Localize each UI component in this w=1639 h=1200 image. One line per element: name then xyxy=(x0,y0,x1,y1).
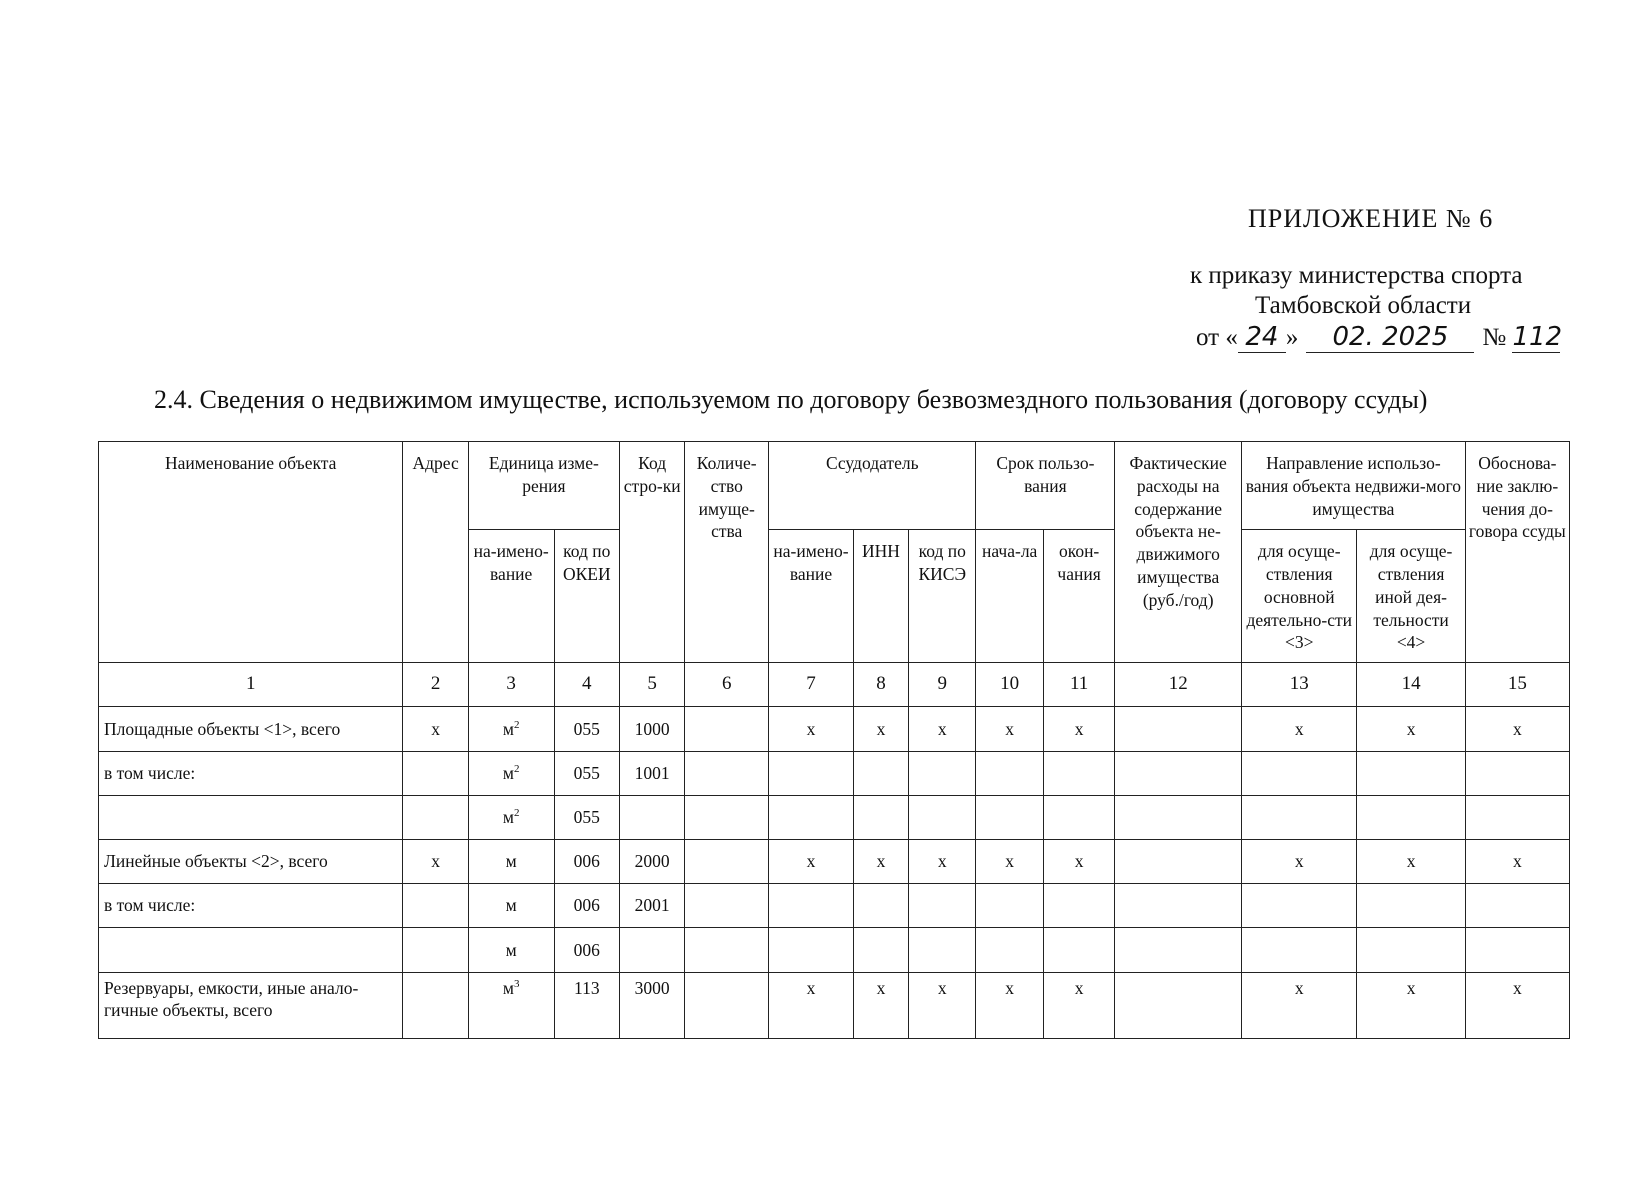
cell-text: x xyxy=(1005,851,1015,872)
cell-text: 006 xyxy=(573,895,600,916)
table-cell xyxy=(769,751,854,795)
table-cell xyxy=(909,751,976,795)
cell-text: x xyxy=(1406,718,1416,739)
table-cell xyxy=(1465,928,1569,972)
table-cell xyxy=(1357,972,1465,1038)
table-cell xyxy=(685,839,769,883)
appendix-title: ПРИЛОЖЕНИЕ № 6 xyxy=(1248,204,1494,233)
table-cell xyxy=(1115,884,1242,928)
cell-text: x xyxy=(1512,851,1522,872)
cell-text: 055 xyxy=(573,762,600,783)
row-name-cell xyxy=(99,707,403,751)
cell-text: x xyxy=(937,977,947,998)
row-name-cell xyxy=(99,795,403,839)
order-day: 24 xyxy=(1238,322,1286,353)
column-number-cell: 3 xyxy=(468,663,554,707)
table-cell xyxy=(976,839,1043,883)
order-date-line xyxy=(1196,322,1563,353)
row-name-text: Резервуары, емкости, иные анало-гичные объекты, всего xyxy=(104,977,359,1021)
order-line-1: к приказу министерства спорта xyxy=(1190,262,1523,289)
header-name: Наименование объекта xyxy=(99,442,403,663)
cell-text: x xyxy=(876,851,886,872)
table-cell xyxy=(685,751,769,795)
cell-text: м xyxy=(502,806,514,827)
column-number-cell: 8 xyxy=(853,663,908,707)
table-cell xyxy=(1115,707,1242,751)
column-number-cell: 5 xyxy=(619,663,684,707)
cell-text: x xyxy=(876,718,886,739)
header-direction: Направление использо-вания объекта недвижи-мого имущества xyxy=(1242,442,1466,530)
section-title: 2.4. Сведения о недвижимом имуществе, используемом по договору безвозмездного пользования (договору ссуды) xyxy=(154,385,1428,414)
table-cell xyxy=(554,972,619,1038)
table-cell xyxy=(976,795,1043,839)
header-unit: Единица изме-рения xyxy=(468,442,619,530)
table-row xyxy=(99,884,1570,928)
order-line-2: Тамбовской области xyxy=(1255,292,1472,319)
table-cell xyxy=(468,751,554,795)
column-number-cell: 1 xyxy=(99,663,403,707)
cell-text: x xyxy=(1005,718,1015,739)
row-name-text: Площадные объекты <1>, всего xyxy=(104,718,341,739)
row-name-cell xyxy=(99,972,403,1038)
cell-text: м xyxy=(502,718,514,739)
header-direction-other: для осуще-ствления иной дея-тельности <4> xyxy=(1357,530,1465,663)
table-cell xyxy=(403,839,468,883)
table-cell xyxy=(1357,884,1465,928)
table-cell xyxy=(1242,928,1357,972)
cell-text: 006 xyxy=(573,851,600,872)
cell-text: x xyxy=(806,977,816,998)
cell-text: 113 xyxy=(573,977,600,998)
table-cell xyxy=(976,884,1043,928)
cell-text: x xyxy=(1406,851,1416,872)
table-cell xyxy=(1043,707,1115,751)
table-cell xyxy=(1465,839,1569,883)
cell-text: м xyxy=(502,762,514,783)
column-number-cell: 10 xyxy=(976,663,1043,707)
table-cell xyxy=(1465,751,1569,795)
table-cell xyxy=(976,751,1043,795)
table-cell xyxy=(909,839,976,883)
table-row xyxy=(99,707,1570,751)
header-unit-code: код по ОКЕИ xyxy=(554,530,619,663)
table-cell xyxy=(1465,884,1569,928)
row-name-text: Линейные объекты <2>, всего xyxy=(104,851,328,872)
column-number-cell: 13 xyxy=(1242,663,1357,707)
cell-text: x xyxy=(937,718,947,739)
table-cell xyxy=(1242,972,1357,1038)
cell-text: x xyxy=(1512,718,1522,739)
table-cell xyxy=(619,884,684,928)
table-cell xyxy=(976,707,1043,751)
row-name-cell xyxy=(99,839,403,883)
row-name-cell xyxy=(99,884,403,928)
table-cell xyxy=(468,972,554,1038)
table-cell xyxy=(468,707,554,751)
table-cell xyxy=(853,972,908,1038)
header-lender-kise: код по КИСЭ xyxy=(909,530,976,663)
cell-text: м xyxy=(505,895,517,916)
header-quantity: Количе-ство имуще-ства xyxy=(685,442,769,663)
table-row xyxy=(99,928,1570,972)
table-cell xyxy=(769,928,854,972)
order-number-label: № xyxy=(1482,324,1507,351)
table-cell xyxy=(1465,972,1569,1038)
row-name-text: в том числе: xyxy=(104,762,196,783)
unit-exponent: 2 xyxy=(513,807,520,820)
table-cell xyxy=(619,707,684,751)
unit-exponent: 3 xyxy=(513,977,520,990)
table-cell xyxy=(1357,839,1465,883)
table-cell xyxy=(1242,795,1357,839)
table-cell xyxy=(403,795,468,839)
column-number-cell: 9 xyxy=(909,663,976,707)
table-cell xyxy=(1043,884,1115,928)
column-number-cell: 4 xyxy=(554,663,619,707)
cell-text: 006 xyxy=(573,939,600,960)
order-number: 112 xyxy=(1512,322,1563,352)
header-term: Срок пользо-вания xyxy=(976,442,1115,530)
table-cell xyxy=(554,839,619,883)
table-cell xyxy=(853,795,908,839)
cell-text: x xyxy=(1294,718,1304,739)
table-cell xyxy=(1465,795,1569,839)
table-cell xyxy=(1043,751,1115,795)
cell-text: x xyxy=(1074,718,1084,739)
cell-text: 2000 xyxy=(634,851,670,872)
table-cell xyxy=(1115,928,1242,972)
table-cell xyxy=(769,972,854,1038)
table-cell xyxy=(769,795,854,839)
cell-text: 1000 xyxy=(634,718,670,739)
cell-text: м xyxy=(505,939,517,960)
header-term-end: окон-чания xyxy=(1043,530,1115,663)
unit-exponent: 2 xyxy=(513,718,520,731)
table-cell xyxy=(909,884,976,928)
header-direction-main: для осуще-ствления основной деятельно-сти <3> xyxy=(1242,530,1357,663)
table-cell xyxy=(1043,839,1115,883)
cell-text: x xyxy=(937,851,947,872)
column-number-cell: 6 xyxy=(685,663,769,707)
order-date: 02. 2025 xyxy=(1306,322,1474,353)
table-cell xyxy=(909,972,976,1038)
table-cell xyxy=(685,884,769,928)
header-row-code: Код стро-ки xyxy=(619,442,684,663)
table-cell xyxy=(554,795,619,839)
table-cell xyxy=(769,884,854,928)
column-number-cell: 7 xyxy=(769,663,854,707)
cell-text: 3000 xyxy=(634,977,670,998)
table-cell xyxy=(853,707,908,751)
cell-text: м xyxy=(505,851,517,872)
table-row xyxy=(99,839,1570,883)
header-term-start: нача-ла xyxy=(976,530,1043,663)
table-cell xyxy=(853,751,908,795)
table-cell xyxy=(769,707,854,751)
table-cell xyxy=(554,884,619,928)
table-cell xyxy=(468,928,554,972)
table-cell xyxy=(853,884,908,928)
table-cell xyxy=(1242,707,1357,751)
table-row xyxy=(99,751,1570,795)
order-close-quote: » xyxy=(1285,324,1299,351)
table-cell xyxy=(769,839,854,883)
header-justification: Обоснова-ние заклю-чения до-говора ссуды xyxy=(1465,442,1569,663)
cell-text: x xyxy=(431,851,440,872)
table-cell xyxy=(1043,972,1115,1038)
cell-text: x xyxy=(1512,977,1522,998)
table-cell xyxy=(1043,795,1115,839)
table-cell xyxy=(1242,751,1357,795)
table-cell xyxy=(1357,751,1465,795)
table-cell xyxy=(554,928,619,972)
table-cell xyxy=(554,707,619,751)
table-cell xyxy=(619,928,684,972)
table-cell xyxy=(1465,707,1569,751)
table-cell xyxy=(909,795,976,839)
table-cell xyxy=(909,928,976,972)
cell-text: x xyxy=(431,718,440,739)
table-cell xyxy=(619,972,684,1038)
column-number-cell: 14 xyxy=(1357,663,1465,707)
table-cell xyxy=(619,839,684,883)
table-cell xyxy=(468,884,554,928)
table-cell xyxy=(1115,751,1242,795)
cell-text: x xyxy=(806,851,816,872)
table-cell xyxy=(685,928,769,972)
table-cell xyxy=(619,751,684,795)
table-cell xyxy=(619,795,684,839)
table-cell xyxy=(685,795,769,839)
table-cell xyxy=(853,839,908,883)
table-cell xyxy=(468,795,554,839)
cell-text: x xyxy=(806,718,816,739)
cell-text: 055 xyxy=(573,806,600,827)
column-number-cell: 12 xyxy=(1115,663,1242,707)
property-table xyxy=(98,441,1570,1039)
cell-text: x xyxy=(1406,977,1416,998)
column-number-cell: 15 xyxy=(1465,663,1569,707)
header-expenses: Фактические расходы на содержание объекта не-движимого имущества (руб./год) xyxy=(1115,442,1242,663)
row-name-cell xyxy=(99,751,403,795)
cell-text: x xyxy=(1005,977,1015,998)
table-cell xyxy=(554,751,619,795)
table-cell xyxy=(1115,795,1242,839)
cell-text: 2001 xyxy=(634,895,670,916)
header-unit-name: на-имено-вание xyxy=(468,530,554,663)
table-cell xyxy=(403,751,468,795)
table-cell xyxy=(403,707,468,751)
table-cell xyxy=(853,928,908,972)
table-cell xyxy=(976,972,1043,1038)
column-number-cell: 11 xyxy=(1043,663,1115,707)
row-name-cell xyxy=(99,928,403,972)
table-cell xyxy=(403,972,468,1038)
table-cell xyxy=(1115,972,1242,1038)
table-cell xyxy=(468,839,554,883)
cell-text: 055 xyxy=(573,718,600,739)
table-cell xyxy=(1357,795,1465,839)
table-cell xyxy=(685,707,769,751)
cell-text: x xyxy=(1294,977,1304,998)
table-cell xyxy=(1357,928,1465,972)
header-lender-inn: ИНН xyxy=(853,530,908,663)
table-cell xyxy=(1357,707,1465,751)
table-cell xyxy=(1242,884,1357,928)
unit-exponent: 2 xyxy=(513,762,520,775)
cell-text: x xyxy=(1074,977,1084,998)
table-cell xyxy=(1043,928,1115,972)
header-lender: Ссудодатель xyxy=(769,442,976,530)
column-number-cell: 2 xyxy=(403,663,468,707)
column-number-row xyxy=(99,663,1570,707)
cell-text: x xyxy=(1074,851,1084,872)
table-cell xyxy=(909,707,976,751)
table-cell xyxy=(976,928,1043,972)
table-cell xyxy=(403,928,468,972)
table-row xyxy=(99,972,1570,1038)
cell-text: x xyxy=(876,977,886,998)
table-row xyxy=(99,795,1570,839)
header-lender-name: на-имено-вание xyxy=(769,530,854,663)
table-cell xyxy=(403,884,468,928)
order-from-label: от « xyxy=(1196,324,1238,351)
cell-text: x xyxy=(1294,851,1304,872)
table-cell xyxy=(685,972,769,1038)
cell-text: 1001 xyxy=(634,762,670,783)
row-name-text: в том числе: xyxy=(104,895,196,916)
table-cell xyxy=(1115,839,1242,883)
header-address: Адрес xyxy=(403,442,468,663)
cell-text: м xyxy=(502,977,514,998)
table-cell xyxy=(1242,839,1357,883)
